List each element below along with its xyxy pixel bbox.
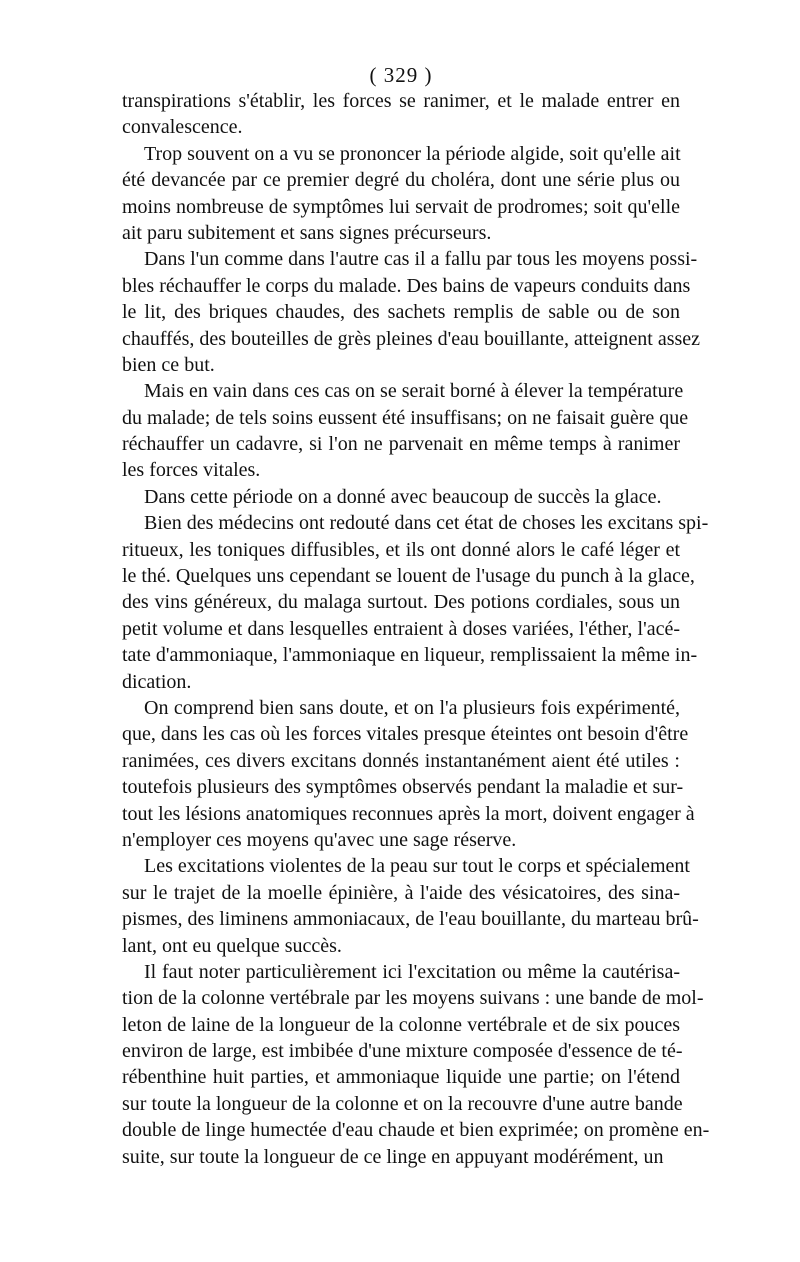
text-line: Mais en vain dans ces cas on se serait borné à élever la température — [144, 380, 684, 403]
text-line: le lit, des briques chaudes, des sachets remplis de sable ou de son — [122, 301, 680, 324]
text-line: chauffés, des bouteilles de grès pleines d'eau bouillante, atteignent assez — [122, 327, 701, 350]
text-line: toutefois plusieurs des symptômes observés pendant la maladie et sur- — [122, 776, 684, 799]
text-line: Trop souvent on a vu se prononcer la période algide, soit qu'elle ait — [144, 142, 681, 165]
body-text — [122, 88, 710, 1170]
text-line: dication. — [122, 670, 192, 693]
text-line: tate d'ammoniaque, l'ammoniaque en liqueur, remplissaient la même in- — [122, 644, 698, 667]
text-line: leton de laine de la longueur de la colonne vertébrale et de six pouces — [122, 1013, 680, 1036]
paragraph — [122, 510, 709, 695]
text-line: tout les lésions anatomiques reconnues après la mort, doivent engager à — [122, 802, 695, 825]
text-line: Bien des médecins ont redouté dans cet état de choses les excitans spi- — [144, 512, 709, 535]
text-line: double de linge humectée d'eau chaude et bien exprimée; on promène en- — [122, 1119, 710, 1142]
text-line: lant, ont eu quelque succès. — [122, 934, 342, 957]
text-line: ritueux, les toniques diffusibles, et ils ont donné alors le café léger et — [122, 538, 680, 561]
text-line: réchauffer un cadavre, si l'on ne parvenait en même temps à ranimer — [122, 433, 680, 456]
paragraph — [122, 246, 701, 378]
text-line: transpirations s'établir, les forces se ranimer, et le malade entrer en — [122, 90, 680, 112]
text-line: tion de la colonne vertébrale par les moyens suivans : une bande de mol- — [122, 987, 704, 1010]
paragraph — [122, 695, 695, 853]
text-line: Les excitations violentes de la peau sur tout le corps et spécialement — [144, 855, 690, 878]
text-line: moins nombreuse de symptômes lui servait de prodromes; soit qu'elle — [122, 195, 680, 218]
text-line: Il faut noter particulièrement ici l'excitation ou même la cautérisa- — [144, 960, 680, 983]
text-line: du malade; de tels soins eussent été insuffisans; on ne faisait guère que — [122, 406, 689, 429]
document-page — [122, 62, 710, 1170]
text-line: bien ce but. — [122, 353, 215, 376]
text-line: les forces vitales. — [122, 459, 261, 482]
text-line: ranimées, ces divers excitans donnés instantanément aient été utiles : — [122, 749, 680, 772]
text-line: environ de large, est imbibée d'une mixture composée d'essence de té- — [122, 1040, 683, 1063]
text-line: rébenthine huit parties, et ammoniaque liquide une partie; on l'étend — [122, 1066, 680, 1089]
text-line: Dans l'un comme dans l'autre cas il a fallu par tous les moyens possi- — [144, 248, 698, 271]
text-line: petit volume et dans lesquelles entraient à doses variées, l'éther, l'acé- — [122, 617, 680, 640]
text-line: sur toute la longueur de la colonne et on la recouvre d'une autre bande — [122, 1092, 683, 1115]
text-line: Dans cette période on a donné avec beaucoup de succès la glace. — [144, 485, 662, 508]
text-line: bles réchauffer le corps du malade. Des bains de vapeurs conduits dans — [122, 274, 691, 297]
text-line: été devancée par ce premier degré du choléra, dont une série plus ou — [122, 169, 680, 192]
paragraph — [122, 484, 680, 510]
page-number: ( 329 ) — [369, 63, 433, 87]
text-line: que, dans les cas où les forces vitales presque éteintes ont besoin d'être — [122, 723, 689, 746]
paragraph — [122, 959, 710, 1170]
text-line: convalescence. — [122, 116, 243, 139]
text-line: pismes, des liminens ammoniacaux, de l'eau bouillante, du marteau brû- — [122, 908, 699, 931]
text-line: On comprend bien sans doute, et on l'a plusieurs fois expérimenté, — [144, 696, 680, 719]
text-line: sur le trajet de la moelle épinière, à l'aide des vésicatoires, des sina- — [122, 881, 680, 904]
text-line: le thé. Quelques uns cependant se louent de l'usage du punch à la glace, — [122, 565, 695, 588]
paragraph — [122, 141, 680, 247]
paragraph — [122, 378, 689, 484]
text-line: suite, sur toute la longueur de ce linge en appuyant modérément, un — [122, 1145, 664, 1168]
text-line: des vins généreux, du malaga surtout. Des potions cordiales, sous un — [122, 591, 680, 614]
paragraph — [122, 88, 680, 141]
paragraph — [122, 853, 699, 959]
text-line: ait paru subitement et sans signes précurseurs. — [122, 221, 492, 244]
text-line: n'employer ces moyens qu'avec une sage réserve. — [122, 828, 517, 851]
